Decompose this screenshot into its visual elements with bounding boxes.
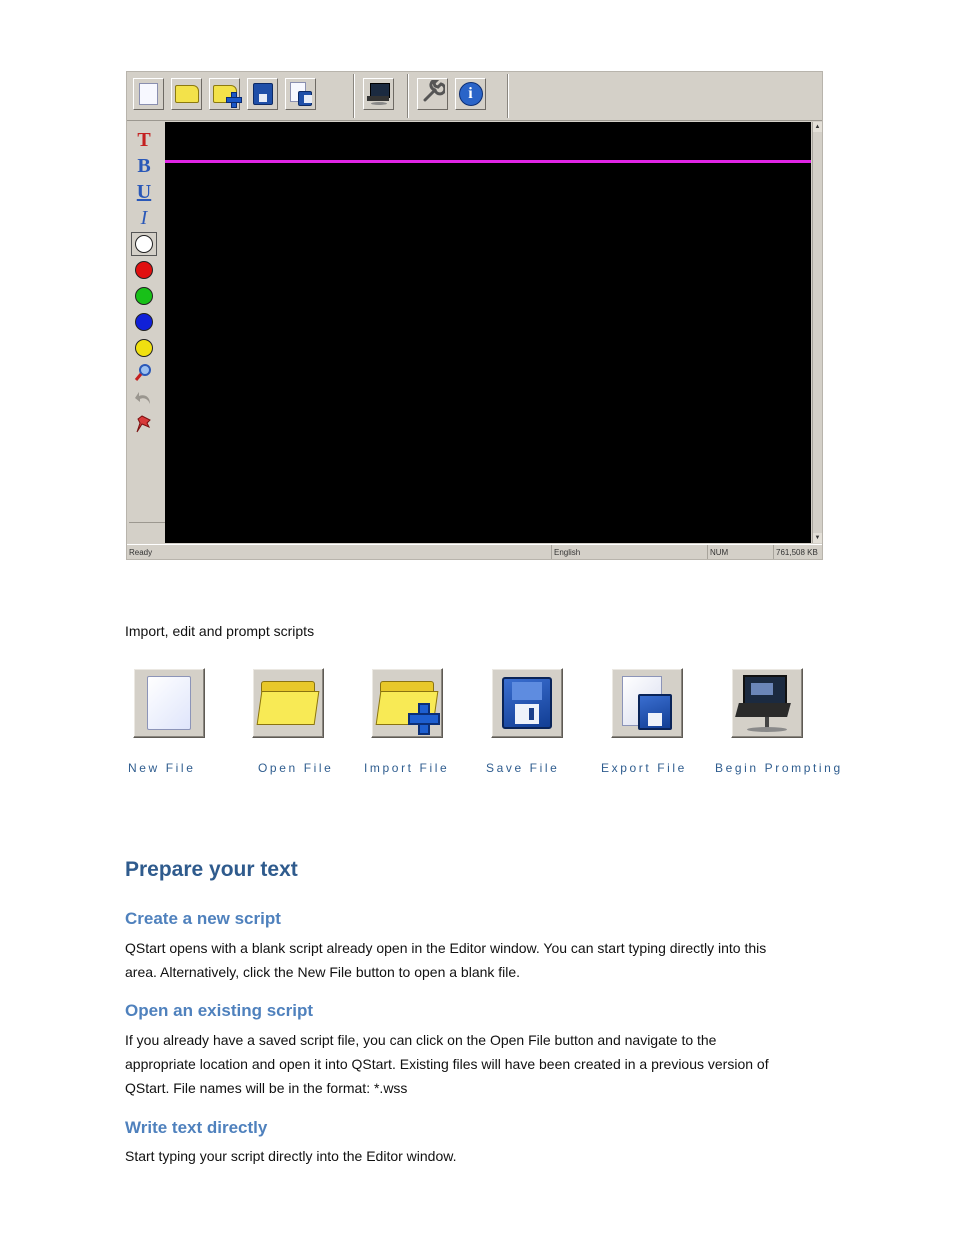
bold-icon: B [137,155,151,177]
wrench-icon [421,80,445,109]
editor-window-screenshot [126,71,823,560]
toolbar-separator [407,74,409,118]
color-green-button[interactable] [131,284,157,308]
green-color-icon [135,287,153,305]
color-blue-button[interactable] [131,310,157,334]
italic-button[interactable] [131,206,157,230]
new-page-icon [147,676,191,730]
prompter-monitor-icon [367,82,391,106]
figure-caption: Import, edit and prompt scripts [125,623,315,639]
find-icon [134,362,154,387]
marker-button[interactable] [131,414,157,438]
status-bar [127,544,822,560]
settings-button[interactable] [417,78,448,110]
begin-prompting-button[interactable] [363,78,394,110]
find-button[interactable] [131,362,157,386]
main-toolbar [127,72,822,121]
vertical-scrollbar[interactable] [812,122,822,543]
body-line: QStart opens with a blank script already open in the Editor window. You can start typing directly into this [125,940,767,956]
icon-label-import-file: Import File [364,761,450,775]
new-page-icon [139,83,158,105]
new-file-button[interactable] [133,78,164,110]
floppy-disk-icon [253,83,273,105]
yellow-color-icon [135,339,153,357]
section-heading-write: Write text directly [125,1118,268,1137]
status-language: English [551,545,657,559]
toolbar-separator [507,74,509,118]
import-file-button[interactable] [209,78,240,110]
color-white-button[interactable] [131,232,157,256]
underline-button[interactable] [131,180,157,204]
about-button[interactable] [455,78,486,110]
font-button[interactable] [131,128,157,152]
bold-button[interactable] [131,154,157,178]
page-title: Prepare your text [125,858,298,881]
editor-text-area[interactable] [165,122,811,543]
section-heading-create: Create a new script [125,909,281,928]
body-line: appropriate location and open it into QStart. Existing files will have been created in a previous version of [125,1056,769,1072]
scroll-up-arrow[interactable]: ▲ [814,124,821,130]
underline-icon: U [136,181,152,203]
color-red-button[interactable] [131,258,157,282]
toolbar-separator [353,74,355,118]
white-color-icon [135,235,153,253]
icon-label-new-file: New File [128,761,196,775]
prompt-guide-line [165,160,811,163]
body-line: If you already have a saved script file, you can click on the Open File button and navigate to the [125,1032,717,1048]
folder-icon [175,85,199,103]
export-file-icon-tile [611,668,683,738]
undo-button[interactable] [131,388,157,412]
color-yellow-button[interactable] [131,336,157,360]
floppy-disk-icon [502,677,552,729]
body-line: area. Alternatively, click the New File button to open a blank file. [125,964,521,980]
folder-icon [259,681,317,725]
import-file-icon-tile [371,668,443,738]
scroll-down-arrow[interactable]: ▼ [814,535,821,541]
open-file-icon-tile [252,668,324,738]
begin-prompting-icon-tile [731,668,803,738]
open-file-button[interactable] [171,78,202,110]
new-file-icon-tile [133,668,205,738]
body-line: Start typing your script directly into the Editor window. [125,1148,457,1164]
section-body-open [125,1028,865,1100]
icon-label-open-file: Open File [258,761,334,775]
icon-label-begin-prompting: Begin Prompting [715,761,843,775]
section-body-create [125,936,865,984]
section-heading-open: Open an existing script [125,1001,313,1020]
undo-icon [134,388,154,413]
italic-icon: I [140,207,148,229]
red-color-icon [135,261,153,279]
save-file-button[interactable] [247,78,278,110]
folder-plus-icon [213,85,237,103]
page-disk-icon [290,82,312,106]
info-icon: i [459,82,483,106]
icon-label-save-file: Save File [486,761,560,775]
font-icon: T [137,129,151,151]
status-num: NUM [707,545,729,559]
status-ready: Ready [129,548,153,557]
status-memory: 761,508 KB [773,545,821,559]
icon-label-export-file: Export File [601,761,687,775]
format-toolbar [129,122,159,542]
prompter-monitor-icon [737,673,797,733]
folder-plus-icon [378,681,436,725]
page-disk-icon [622,676,672,730]
section-body-write [125,1144,865,1168]
side-divider [129,522,165,523]
body-line: QStart. File names will be in the format: *.wss [125,1080,408,1096]
save-file-icon-tile [491,668,563,738]
blue-color-icon [135,313,153,331]
export-file-button[interactable] [285,78,316,110]
pushpin-icon [134,414,154,439]
